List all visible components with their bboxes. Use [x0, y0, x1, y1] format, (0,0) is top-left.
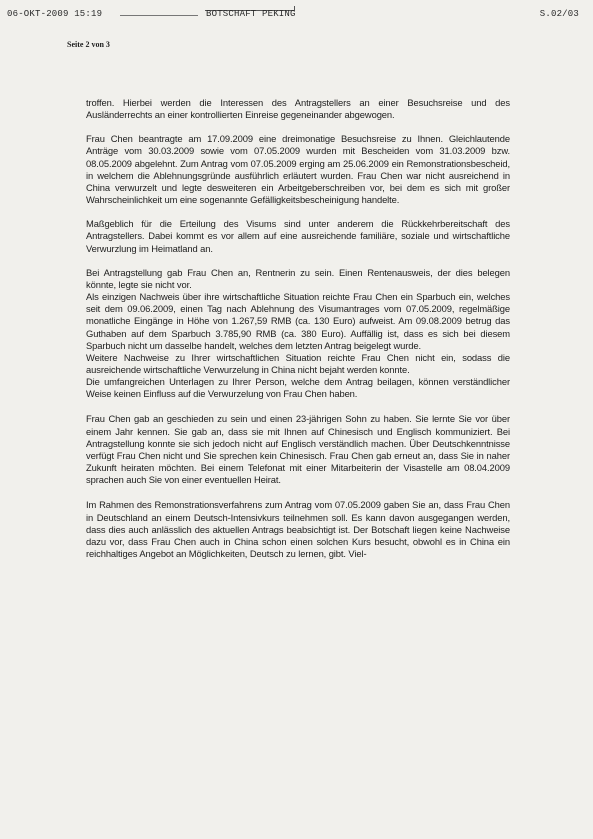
fax-page-counter: S.02/03	[539, 9, 579, 19]
paragraph: Die umfangreichen Unterlagen zu Ihrer Person, welche dem Antrag beilagen, können verständlicher Weise keinen Einfluss auf die Verwurzelung von Frau Chen haben.	[86, 376, 510, 400]
paragraph: Weitere Nachweise zu Ihrer wirtschaftlichen Situation reichte Frau Chen nicht ein, sodass die ausreichende wirtschaftliche Verwurzelung in China nicht bejaht werden konnte.	[86, 351, 510, 375]
fax-sender: BOTSCHAFT PEKING	[206, 9, 296, 19]
paragraph: Bei Antragstellung gab Frau Chen an, Rentnerin zu sein. Einen Rentenausweis, der dies belegen könnte, legte sie nicht vor.	[86, 266, 510, 290]
fax-date-time: 06-OKT-2009 15:19	[7, 9, 103, 19]
paragraph: Frau Chen gab an geschieden zu sein und einen 23-jährigen Sohn zu haben. Sie lernte Sie vor über einem Jahr kennen. Sie gab an, dass sie mit Ihnen auf Chinesisch und Englisch kommuniziert. Bei Antragstellung konnte sie sich jedoch nicht auf Englisch verständlich machen. Über Deutschkenntnisse verfügt Frau Chen nicht und Sie sprechen kein Chinesisch. Frau Chen gab erneut an, dass Sie in naher Zukunft heiraten möchten. Bei einem Telefonat mit einer Mitarbeiterin der Visastelle am 08.04.2009 sprachen auch Sie von einer eventuellen Heirat.	[86, 413, 510, 486]
fax-header-rule	[120, 15, 198, 16]
paragraph: Im Rahmen des Remonstrationsverfahrens zum Antrag vom 07.05.2009 gaben Sie an, dass Frau Chen in Deutschland an einem Deutsch-Intensivkurs teilnehmen soll. Es kann davon ausgegangen werden, dass dies auch anlässlich des aktuellen Antrags beabsichtigt ist. Der Botschaft liegen keine Nachweise dazu vor, dass Frau Chen auch in China schon einen solchen Kurs besucht, obwohl es in China ein reichhaltiges Angebot an Möglichkeiten, Deutsch zu lernen, gibt. Viel-	[86, 499, 510, 559]
paragraph: Maßgeblich für die Erteilung des Visums sind unter anderem die Rückkehrbereitschaft des Antragstellers. Dabei kommt es vor allem auf eine ausreichende familiäre, soziale und wirtschaftliche Verwurzlung im Heimatland an.	[86, 218, 510, 254]
paragraph: troffen. Hierbei werden die Interessen des Antragstellers an einer Besuchsreise und des Ausländerrechts an einer kontrollierten Einreise gegeneinander abgewogen.	[86, 97, 510, 121]
paragraph: Frau Chen beantragte am 17.09.2009 eine dreimonatige Besuchsreise zu Ihnen. Gleichlautende Anträge vom 30.03.2009 sowie vom 07.05.2009 wurden mit Bescheiden vom 31.03.2009 bzw. 08.05.2009 abgelehnt. Zum Antrag vom 07.05.2009 erging am 25.06.2009 ein Remonstrationsbescheid, in welchem die Ablehnungsgründe ausführlich erläutert wurden. Frau Chen war nicht ausreichend in China verwurzelt und legte desweiteren ein Arbeitgeberschreiben vor, bei dem es sich mit großer Wahrscheinlichkeit um eine sogenannte Gefälligkeitsbescheinigung handelte.	[86, 133, 510, 206]
paragraph: Als einzigen Nachweis über ihre wirtschaftliche Situation reichte Frau Chen ein Sparbuch ein, welches seit dem 09.06.2009, einen Tag nach Ablehnung des Visumantrages vom 07.05.2009, regelmäßige monatliche Eingänge in Höhe von 1.267,59 RMB (ca. 130 Euro) aufweist. Am 09.08.2009 betrug das Guthaben auf dem Sparbuch 3.785,90 RMB (ca. 380 Euro). Auffällig ist, dass es sich bei diesem Sparbuch nicht um dasselbe handelt, welches dem letzten Antrag beigelegt wurde.	[86, 291, 510, 351]
letter-body	[86, 97, 510, 560]
fax-transmission-header	[0, 6, 593, 20]
page-number: Seite 2 von 3	[67, 40, 110, 49]
